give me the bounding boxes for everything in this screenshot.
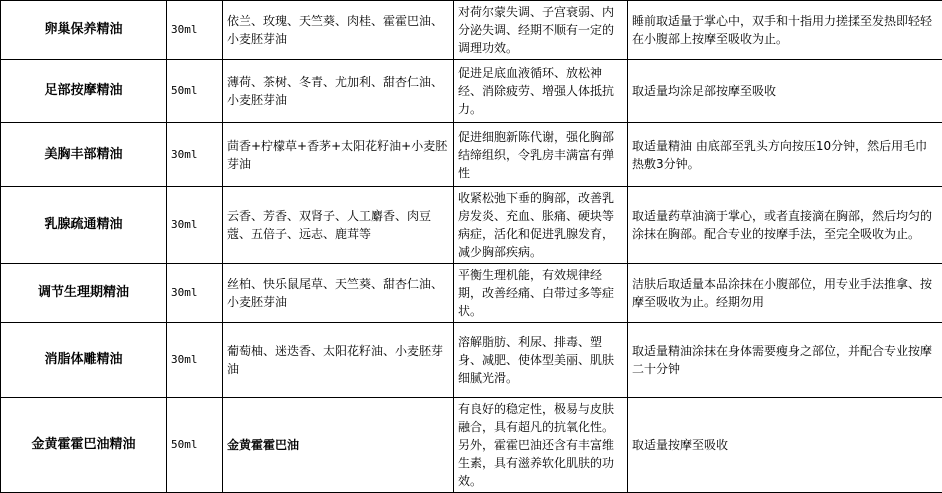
table-row [1,264,942,323]
product-name: 卵巢保养精油 [1,1,167,60]
product-volume: 30ml [167,323,223,398]
product-usage: 洁肤后取适量本品涂抹在小腹部位，用专业手法推拿、按摩至吸收为止。经期勿用 [628,264,942,323]
product-effects: 溶解脂肪、利尿、排毒、塑身、减肥、使体型美丽、肌肤细腻光滑。 [454,323,628,398]
product-usage: 取适量按摩至吸收 [628,398,942,493]
product-name: 美胸丰部精油 [1,123,167,187]
product-name: 金黄霍霍巴油精油 [1,398,167,493]
product-effects: 对荷尔蒙失调、子宫衰弱、内分泌失调、经期不顺有一定的调理功效。 [454,1,628,60]
product-ingredients: 云香、芳香、双肾子、人工麝香、肉豆蔻、五倍子、远志、鹿茸等 [223,187,454,264]
product-usage: 取适量精油 由底部至乳头方向按压10分钟，然后用毛巾热敷3分钟。 [628,123,942,187]
product-effects: 促进细胞新陈代谢，强化胸部结缔组织，令乳房丰满富有弹性 [454,123,628,187]
product-name: 乳腺疏通精油 [1,187,167,264]
product-volume: 50ml [167,60,223,123]
product-effects: 促进足底血液循环、放松神经、消除疲劳、增强人体抵抗力。 [454,60,628,123]
product-ingredients: 依兰、玫瑰、天竺葵、肉桂、霍霍巴油、小麦胚芽油 [223,1,454,60]
product-volume: 50ml [167,398,223,493]
product-effects: 有良好的稳定性，极易与皮肤融合，具有超凡的抗氧化性。另外，霍霍巴油还含有丰富维生素，具有滋养软化肌肤的功效。 [454,398,628,493]
table-row [1,187,942,264]
product-ingredients: 薄荷、茶树、冬青、尤加利、甜杏仁油、小麦胚芽油 [223,60,454,123]
product-effects: 平衡生理机能，有效规律经期，改善经痛、白带过多等症状。 [454,264,628,323]
table-row [1,323,942,398]
product-name: 消脂体雕精油 [1,323,167,398]
product-volume: 30ml [167,187,223,264]
table-row [1,123,942,187]
table-row [1,60,942,123]
product-volume: 30ml [167,123,223,187]
product-ingredients: 葡萄柚、迷迭香、太阳花籽油、小麦胚芽油 [223,323,454,398]
table-row [1,1,942,60]
product-usage: 取适量药草油滴于掌心，或者直接滴在胸部，然后均匀的涂抹在胸部。配合专业的按摩手法，至完全吸收为止。 [628,187,942,264]
product-volume: 30ml [167,264,223,323]
product-usage: 取适量精油涂抹在身体需要瘦身之部位，并配合专业按摩二十分钟 [628,323,942,398]
table-row [1,398,942,493]
product-name: 足部按摩精油 [1,60,167,123]
product-ingredients: 金黄霍霍巴油 [223,398,454,493]
product-ingredients: 丝柏、快乐鼠尾草、天竺葵、甜杏仁油、小麦胚芽油 [223,264,454,323]
product-ingredients: 茴香+柠檬草+香茅+太阳花籽油+小麦胚芽油 [223,123,454,187]
product-usage: 睡前取适量于掌心中，双手和十指用力搓揉至发热即轻轻在小腹部上按摩至吸收为止。 [628,1,942,60]
product-volume: 30ml [167,1,223,60]
product-usage: 取适量均涂足部按摩至吸收 [628,60,942,123]
product-name: 调节生理期精油 [1,264,167,323]
product-effects: 收紧松弛下垂的胸部，改善乳房发炎、充血、胀痛、硬块等病症，活化和促进乳腺发育，减少胸部疾病。 [454,187,628,264]
